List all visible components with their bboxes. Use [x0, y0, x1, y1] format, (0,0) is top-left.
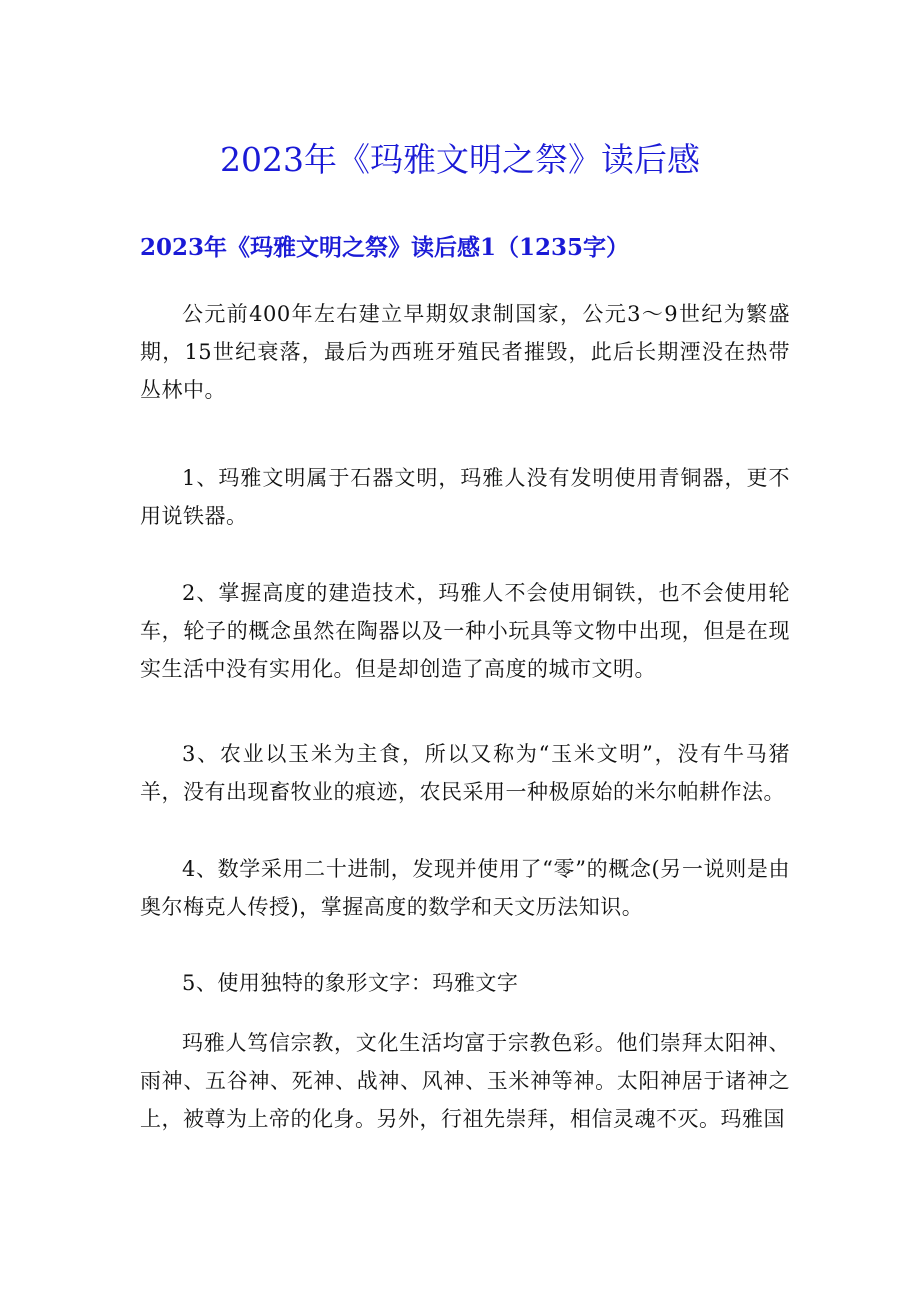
paragraph-point-4: 4、数学采用二十进制，发现并使用了“零”的概念(另一说则是由奥尔梅克人传授)，掌握高度的数学和天文历法知识。 — [140, 857, 790, 919]
paragraph-point-2: 2、掌握高度的建造技术，玛雅人不会使用铜铁，也不会使用轮车，轮子的概念虽然在陶器以及一种小玩具等文物中出现，但是在现实生活中没有实用化。但是却创造了高度的城市文明。 — [140, 581, 790, 681]
paragraph-point-5: 5、使用独特的象形文字：玛雅文字 — [182, 971, 519, 995]
paragraph-point-3: 3、农业以玉米为主食，所以又称为“玉米文明”，没有牛马猪羊，没有出现畜牧业的痕迹，农民采用一种极原始的米尔帕耕作法。 — [140, 742, 790, 804]
section-heading: 2023年《玛雅文明之祭》读后感1（1235字） — [140, 234, 630, 261]
paragraph-point-1: 1、玛雅文明属于石器文明，玛雅人没有发明使用青铜器，更不用说铁器。 — [140, 466, 790, 528]
paragraph-intro: 公元前400年左右建立早期奴隶制国家，公元3～9世纪为繁盛期，15世纪衰落，最后为西班牙殖民者摧毁，此后长期湮没在热带丛林中。 — [140, 302, 790, 402]
paragraph-religion: 玛雅人笃信宗教，文化生活均富于宗教色彩。他们崇拜太阳神、雨神、五谷神、死神、战神、风神、玉米神等神。太阳神居于诸神之上，被尊为上帝的化身。另外，行祖先崇拜，相信灵魂不灭。玛雅国 — [140, 1031, 790, 1131]
document-title: 2023年《玛雅文明之祭》读后感 — [220, 140, 700, 179]
